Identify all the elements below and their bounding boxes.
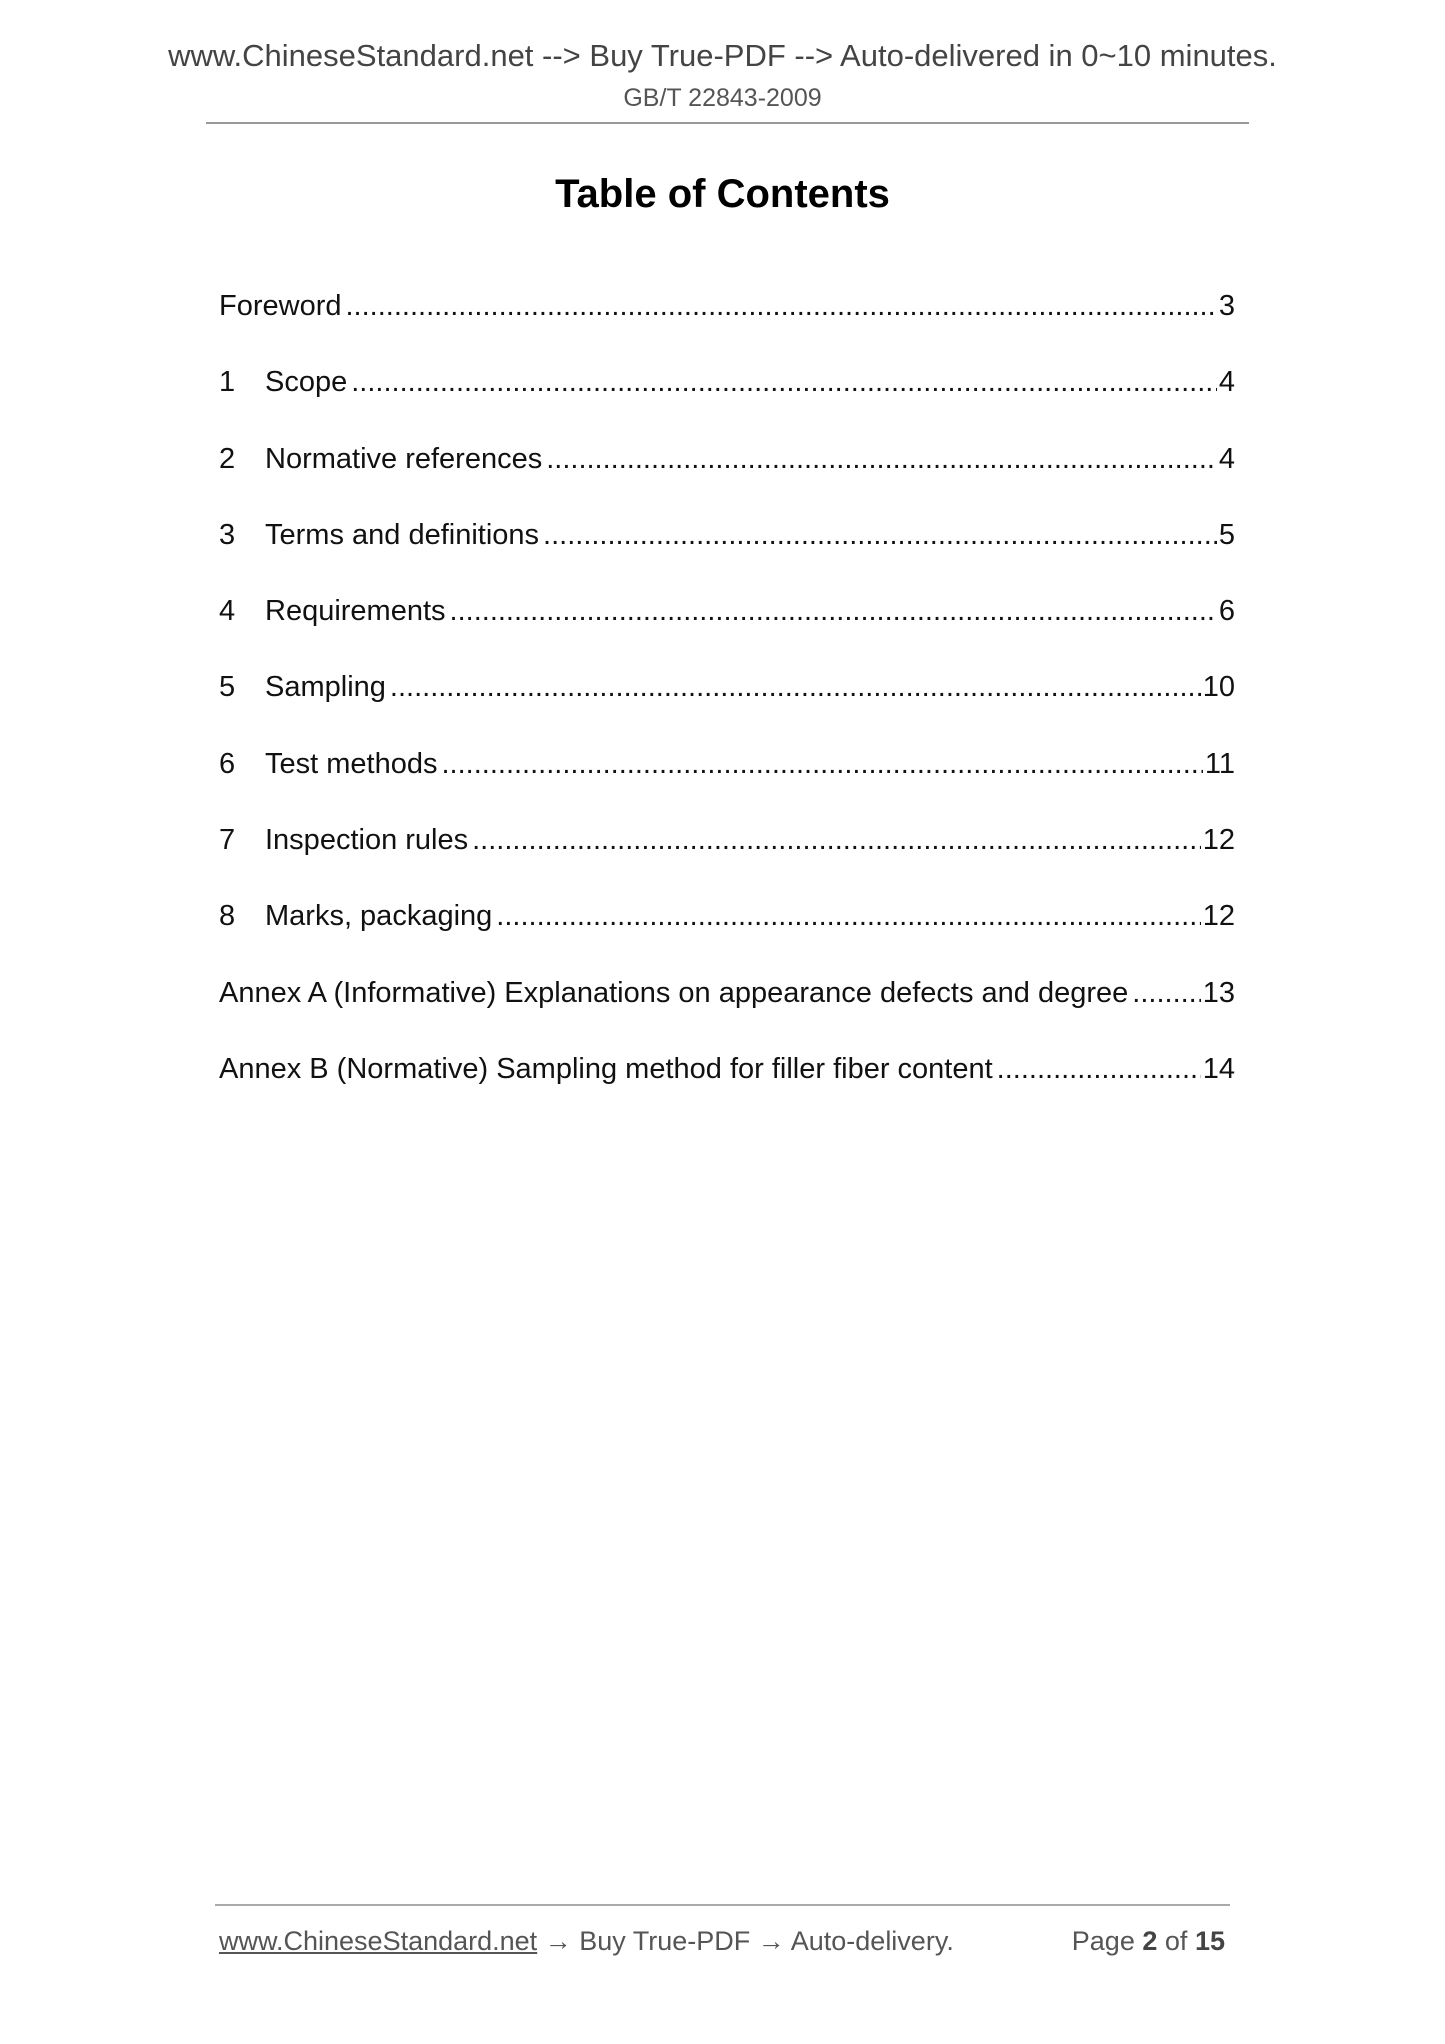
toc-label: Marks, packaging	[265, 900, 493, 933]
page-indicator	[1072, 1926, 1225, 1957]
toc-entry[interactable]	[219, 824, 1235, 900]
toc-entry[interactable]	[219, 595, 1235, 671]
table-of-contents	[219, 290, 1235, 1129]
page-word: Page	[1071, 1926, 1135, 1956]
toc-page: 13	[1202, 976, 1235, 1009]
toc-page: 4	[1218, 442, 1235, 475]
toc-number: 4	[219, 595, 236, 628]
header-banner: www.ChineseStandard.net --> Buy True-PDF --> Auto-delivered in 0~10 minutes.	[168, 38, 1277, 73]
toc-page: 11	[1204, 747, 1235, 780]
toc-label: Normative references	[265, 442, 543, 475]
page-total: 15	[1194, 1926, 1225, 1956]
footer-divider	[215, 1904, 1230, 1906]
toc-label: Foreword	[219, 290, 342, 322]
toc-page: 12	[1202, 900, 1235, 933]
toc-entry[interactable]	[219, 900, 1235, 976]
footer	[219, 1926, 1225, 1957]
dot-leader	[543, 519, 1217, 552]
dot-leader	[441, 748, 1202, 781]
dot-leader	[496, 900, 1200, 933]
toc-entry[interactable]	[219, 443, 1235, 519]
toc-label: Annex A (Informative) Explanations on appearance defects and degree	[219, 976, 1129, 1009]
dot-leader	[351, 366, 1217, 399]
toc-entry[interactable]	[219, 290, 1235, 366]
header-divider	[206, 122, 1249, 124]
toc-number: 1	[219, 366, 236, 399]
toc-label: Sampling	[265, 671, 386, 704]
dot-leader	[346, 290, 1217, 323]
toc-number: 5	[219, 671, 236, 704]
dot-leader	[997, 1053, 1201, 1086]
toc-number: 3	[219, 518, 236, 551]
toc-entry[interactable]	[219, 671, 1235, 747]
toc-entry[interactable]	[219, 1053, 1235, 1129]
dot-leader	[450, 595, 1217, 628]
footer-link[interactable]: www.ChineseStandard.net	[219, 1926, 538, 1956]
toc-label: Test methods	[265, 747, 438, 780]
toc-page: 5	[1218, 518, 1235, 551]
toc-number: 8	[219, 900, 236, 933]
dot-leader	[390, 671, 1201, 704]
footer-text: → Buy True-PDF → Auto-delivery.	[537, 1926, 954, 1956]
toc-number: 7	[219, 824, 236, 857]
toc-number: 2	[219, 442, 236, 475]
toc-page: 14	[1202, 1052, 1235, 1085]
toc-entry[interactable]	[219, 748, 1235, 824]
toc-label: Annex B (Normative) Sampling method for filler fiber content	[219, 1052, 993, 1085]
toc-label: Requirements	[265, 595, 446, 628]
toc-label: Scope	[265, 366, 348, 399]
toc-entry[interactable]	[219, 519, 1235, 595]
page-title: Table of Contents	[555, 172, 890, 216]
page-number: 2	[1142, 1926, 1158, 1956]
toc-page: 3	[1218, 290, 1235, 322]
toc-page: 6	[1218, 595, 1235, 628]
of-word: of	[1164, 1926, 1188, 1956]
toc-page: 12	[1202, 824, 1235, 857]
toc-label: Inspection rules	[265, 824, 469, 857]
toc-page: 4	[1218, 366, 1235, 399]
standard-number: GB/T 22843-2009	[623, 84, 822, 112]
dot-leader	[1132, 977, 1200, 1010]
toc-number: 6	[219, 747, 236, 780]
dot-leader	[472, 824, 1201, 857]
toc-page: 10	[1202, 671, 1235, 704]
toc-entry[interactable]	[219, 977, 1235, 1053]
toc-label: Terms and definitions	[265, 518, 540, 551]
dot-leader	[546, 443, 1217, 476]
toc-entry[interactable]	[219, 366, 1235, 442]
